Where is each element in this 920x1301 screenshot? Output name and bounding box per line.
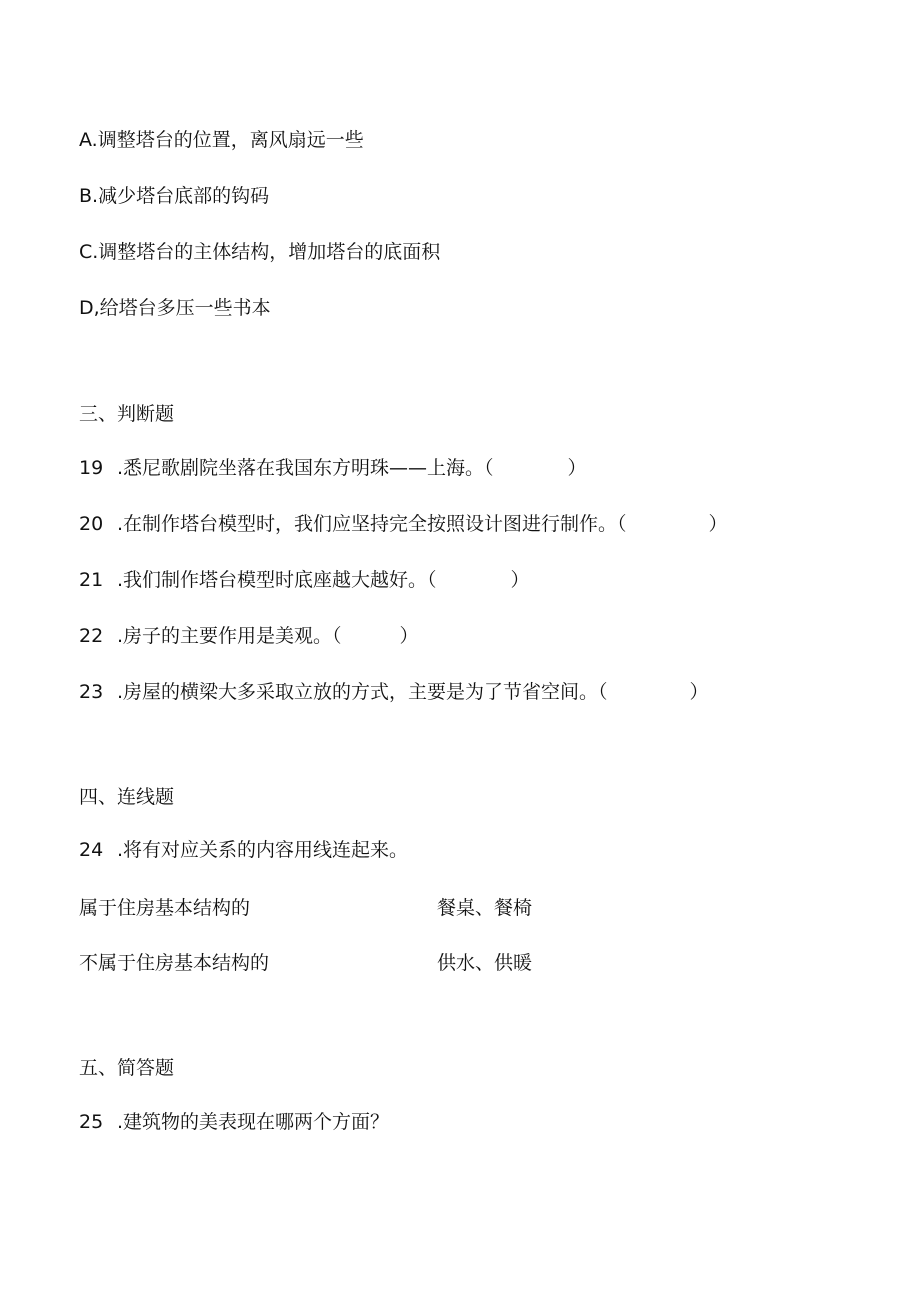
matching-row-1 (79, 896, 679, 920)
question-number: 25 (79, 1111, 104, 1133)
section-heading-short-answer: 五、简答题 (79, 1057, 175, 1079)
matching-left-item[interactable]: 属于住房基本结构的 (79, 897, 251, 919)
matching-right-item[interactable]: 供水、供暖 (437, 952, 533, 974)
question-19 (79, 456, 587, 480)
close-paren: ） (689, 681, 709, 703)
question-text: .房屋的横梁大多采取立放的方式，主要是为了节省空间。（ (117, 681, 608, 703)
question-text: .建筑物的美表现在哪两个方面？ (117, 1111, 390, 1133)
close-paren: ） (567, 457, 587, 479)
question-number: 22 (79, 625, 104, 647)
question-number: 21 (79, 569, 104, 591)
question-20 (79, 512, 728, 536)
matching-row-2 (79, 951, 679, 975)
section-heading-matching: 四、连线题 (79, 786, 175, 808)
question-text: .房子的主要作用是美观。（ (117, 625, 342, 647)
option-a: A.调整塔台的位置，离风扇远一些 (79, 129, 364, 151)
question-number: 19 (79, 457, 104, 479)
question-number: 20 (79, 513, 104, 535)
question-23 (79, 680, 709, 704)
matching-left-item[interactable]: 不属于住房基本结构的 (79, 952, 270, 974)
close-paren: ） (399, 625, 419, 647)
question-text: .将有对应关系的内容用线连起来。 (117, 839, 409, 861)
close-paren: ） (708, 513, 728, 535)
option-c: C.调整塔台的主体结构，增加塔台的底面积 (79, 241, 441, 263)
matching-right-item[interactable]: 餐桌、餐椅 (437, 897, 533, 919)
question-number: 23 (79, 681, 104, 703)
option-b: B.减少塔台底部的钩码 (79, 185, 270, 207)
option-d: D,给塔台多压一些书本 (79, 297, 271, 319)
question-25 (79, 1110, 389, 1134)
question-text: .悉尼歌剧院坐落在我国东方明珠——上海。（ (117, 457, 494, 479)
question-24 (79, 838, 408, 862)
question-text: .在制作塔台模型时，我们应坚持完全按照设计图进行制作。（ (117, 513, 627, 535)
question-number: 24 (79, 839, 104, 861)
question-text: .我们制作塔台模型时底座越大越好。（ (117, 569, 437, 591)
section-heading-judgement: 三、判断题 (79, 403, 175, 425)
question-22 (79, 624, 419, 648)
close-paren: ） (510, 569, 530, 591)
question-21 (79, 568, 530, 592)
